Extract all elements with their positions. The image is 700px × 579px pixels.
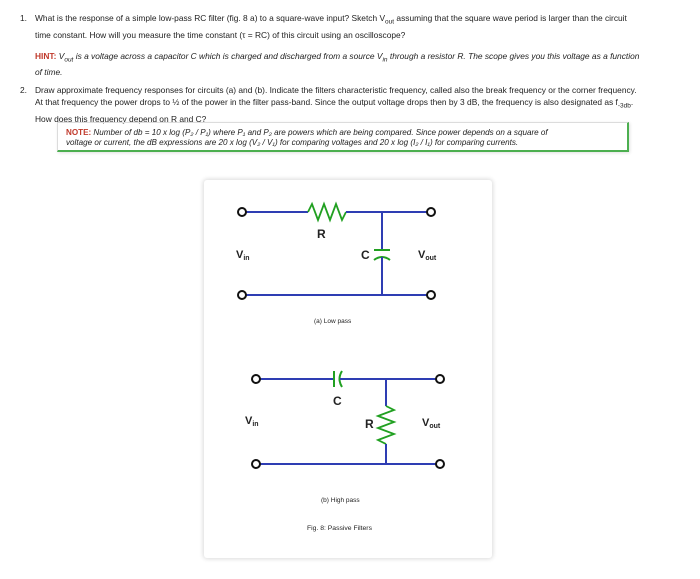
hint-c: through a resistor R. The scope gives you this voltage as a function [387,50,640,61]
hp-vin-label [245,415,259,428]
question-1-text [35,12,688,41]
q2-line-2-end: . [630,97,634,107]
lp-caption: (a) Low pass [314,318,352,325]
hint-d: of time. [35,67,63,78]
q2-line-2: At that frequency the power drops to ½ of the power in the filter pass-band. Since the output voltage drops then by 3 dB, the frequency is also designated as f [35,97,618,107]
lp-r-label: R [317,227,326,241]
passive-filters-figure [204,180,492,558]
hp-output-terminal-bottom [436,460,444,468]
hint-label: HINT: [35,50,57,61]
hint [35,50,688,79]
hp-vout-label [422,417,441,430]
lp-resistor [308,204,346,220]
lp-vin-sub: in [243,255,250,262]
question-2-number: 2. [20,85,27,95]
lp-vout-v: V [418,249,426,261]
hint-b: is a voltage across a capacitor C which is charged and discharged from a source V [73,50,383,61]
question-1 [20,12,688,78]
note-line-1: Number of db = 10 x log (P₂ / P₁) where P₁ and P₂ are powers which are being compared. Since power depends on a square of [91,128,548,137]
lp-c-label: C [361,248,370,262]
hp-input-terminal-bottom [252,460,260,468]
hp-caption: (b) High pass [321,497,360,504]
lp-input-terminal-bottom [238,291,246,299]
question-2 [20,84,688,125]
note-box [57,122,629,152]
hp-r-label: R [365,417,374,431]
q2-f3db-sub: -3db [617,102,631,110]
hint-a-sub: out [64,56,74,64]
q2-line-3: How does this frequency depend on R and C? [35,113,207,124]
q1-vout-sub: out [385,18,395,26]
figure-title: Fig. 8: Passive Filters [307,525,372,532]
lp-input-terminal-top [238,208,246,216]
q1-text-b: assuming that the square wave period is larger than the circuit [394,13,627,23]
question-1-number: 1. [20,13,27,23]
q1-text-c: time constant. How will you measure the time constant (τ = RC) of this circuit using an oscilloscope? [35,29,406,40]
high-pass-circuit [245,371,444,504]
q1-text-a: What is the response of a simple low-pass RC filter (fig. 8 a) to a square-wave input? Sketch V [35,13,386,23]
question-2-text [35,84,688,125]
q2-line-1: Draw approximate frequency responses for circuits (a) and (b). Indicate the filters characteristic frequency, called also the break frequency or the corner frequency. [35,85,637,95]
lp-vin-label [236,249,250,262]
lp-vout-label [418,249,437,262]
lp-vout-sub: out [425,255,437,262]
hp-resistor [378,406,394,444]
hp-vout-sub: out [429,423,441,430]
circuit-diagrams [204,180,492,558]
hp-vin-v: V [245,415,253,427]
note-line-2: voltage or current, the dB expressions are 20 x log (V₂ / V₁) for comparing voltages and 20 x log (I₂ / I₁) for comparing currents. [66,138,519,147]
hp-vin-sub: in [252,421,259,428]
hp-input-terminal-top [252,375,260,383]
note-label: NOTE: [66,128,92,137]
hp-vout-v: V [422,417,430,429]
hint-b-sub: in [382,56,388,64]
lp-output-terminal-top [427,208,435,216]
hint-a: V [56,50,65,61]
hp-c-label: C [333,394,342,408]
hp-output-terminal-top [436,375,444,383]
low-pass-circuit [236,204,437,325]
lp-output-terminal-bottom [427,291,435,299]
lp-vin-v: V [236,249,244,261]
